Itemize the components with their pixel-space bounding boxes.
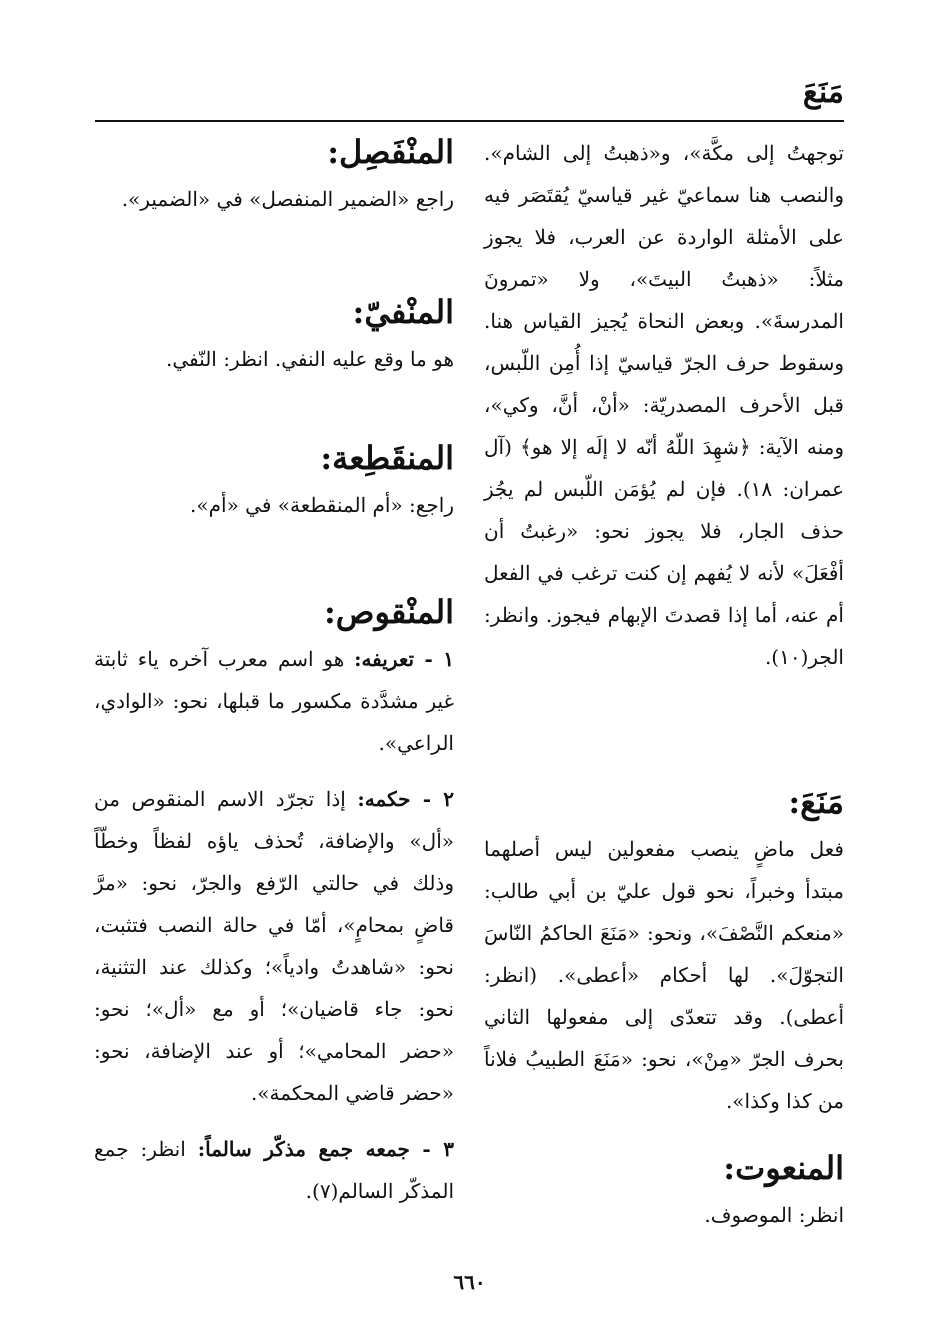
entry-al-manqus <box>94 592 454 1212</box>
entry-term: المنعوت: <box>723 1149 844 1187</box>
item-text: هو اسم معرب آخره ياء ثابتة غير مشدَّدة مكسور ما قبلها، نحو: «الوادي، الراعي». <box>94 647 454 755</box>
header-rule <box>95 120 844 122</box>
entry-mana-a <box>484 782 844 1122</box>
entry-body: فعل ماضٍ ينصب مفعولين ليس أصلهما مبتدأ وخبراً، نحو قول عليّ بن أبي طالب: «منعكم النَّصْفَ»، ونحو: «مَنَعَ الحاكمُ النّاسَ التجوّلَ». لها أحكام «أعطى». (انظر: أعطى). وقد تتعدّى إلى مفعولها الثاني بحرف الجرّ «مِنْ»، نحو: «مَنَعَ الطبيبُ فلاناً من كذا وكذا». <box>484 837 844 1113</box>
manqus-item-rule <box>94 778 454 1114</box>
entry-term: المنقَطِعة: <box>320 439 454 477</box>
manqus-item-definition <box>94 638 454 764</box>
item-lead: ٢ - حكمه: <box>357 787 454 811</box>
entry-body: راجع: «أم المنقطعة» في «أم». <box>190 493 454 517</box>
running-header-word: مَنَعَ <box>802 75 844 110</box>
entry-body: هو ما وقع عليه النفي. انظر: النّفي. <box>166 347 454 371</box>
entry-body: راجع «الضمير المنفصل» في «الضمير». <box>121 187 454 211</box>
continuation-text: توجهتُ إلى مكَّة»، و«ذهبتُ إلى الشام». والنصب هنا سماعيّ غير قياسيّ يُقتَصَر فيه على الأمثلة الواردة عن العرب، فلا يجوز مثلاً: «ذهبتُ البيتَ»، ولا «تمرونَ المدرسةَ». وبعض النحاة يُجيز القياس هنا. وسقوط حرف الجرّ قياسيّ إذا أُمِن اللّبس، قبل الأحرف المصدريّة: «أنْ، أنَّ، وكي»، ومنه الآية: ﴿شهِدَ اللّهُ أنّه لا إلَه إلا هو﴾ (آل عمران: ١٨). فإن لم يُؤمَن اللّبس لم يجُز حذف الجار، فلا يجوز نحو: «رغبتُ أن أفْعَلَ» لأنه لا يُفهم إن كنت ترغب في الفعل أم عنه، أما إذا قصدتَ الإبهام فيجوز. وانظر: الجر(١٠). <box>484 141 845 669</box>
item-lead: ١ - تعريفه: <box>354 647 454 671</box>
entry-al-munqatia <box>94 438 454 526</box>
entry-term: المنْقوص: <box>323 593 454 631</box>
continuation-entry <box>484 132 844 678</box>
item-text: انظر: جمع المذكّر السالم(٧). <box>94 1137 454 1203</box>
item-lead: ٣ - جمعه جمع مذكّر سالماً: <box>197 1137 455 1161</box>
entry-al-manout <box>484 1148 844 1236</box>
entry-term: المنْفَصِل: <box>327 133 454 171</box>
entry-al-munfasil <box>94 132 454 220</box>
item-text: إذا تجرّد الاسم المنقوص من «أل» والإضافة، تُحذف ياؤه لفظاً وخطّاً وذلك في حالتي الرّفع والجرّ، نحو: «مرَّ قاضٍ بمحامٍ»، أمّا في حالة النصب فتثبت، نحو: «شاهدتُ وادياً»؛ وكذلك عند التثنية، نحو: جاء قاضيان»؛ أو مع «أل»؛ نحو: «حضر المحامي»؛ أو عند الإضافة، نحو: «حضر قاضي المحكمة». <box>94 787 454 1105</box>
entry-al-manfi <box>94 292 454 380</box>
entry-body: انظر: الموصوف. <box>704 1203 844 1227</box>
entry-term: المنْفيّ: <box>352 293 454 331</box>
entry-term: مَنَعَ: <box>788 783 844 821</box>
page-number: ٦٦٠ <box>453 1270 486 1294</box>
manqus-item-plural <box>94 1128 454 1212</box>
